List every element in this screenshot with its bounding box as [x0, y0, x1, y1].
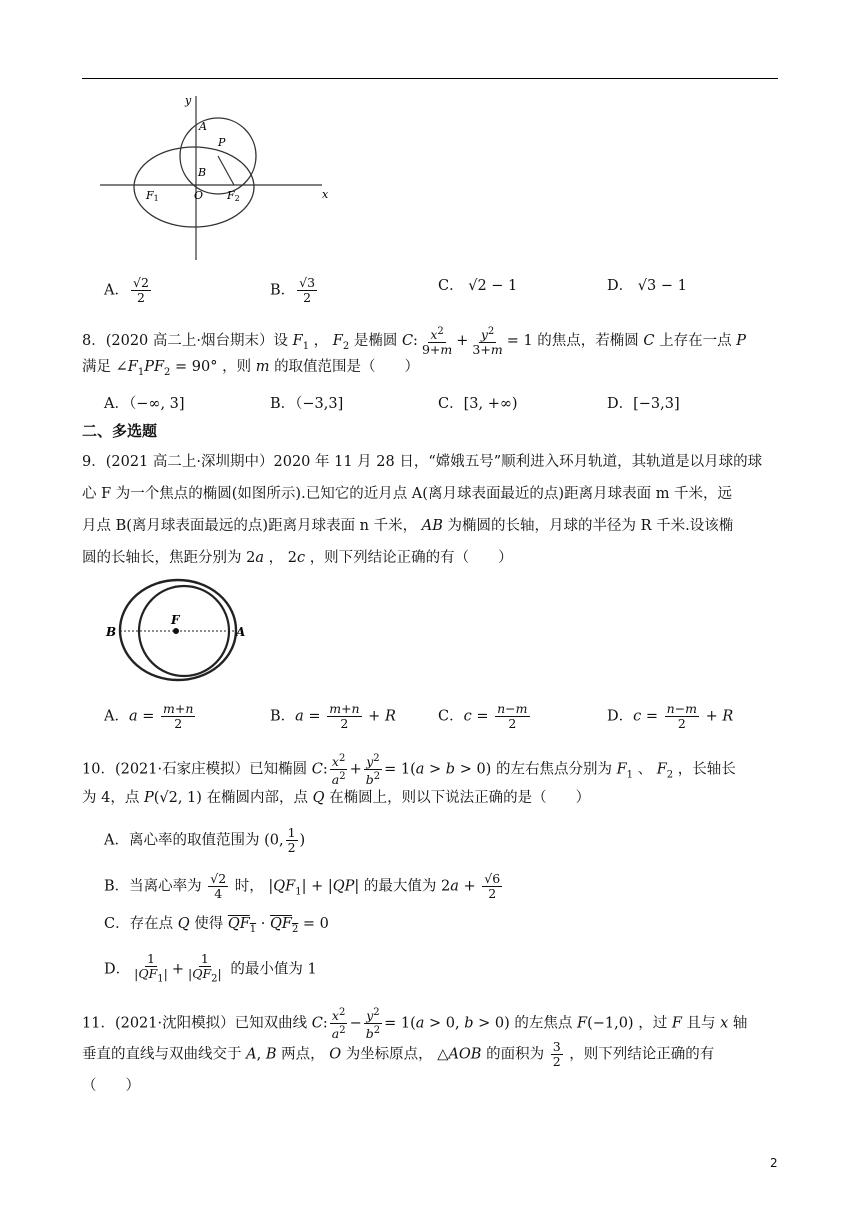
q7-option-c: C． √2 − 1: [438, 278, 518, 294]
q10-option-b: B．当离心率为 $\frac{√2}{4}$ 时， $|QF_1| + |QP|$ 的最大值为 2a + $\frac{√6}{2}$: [104, 871, 501, 901]
q10-line2: 为 4，点 P(√2, 1) 在椭圆内部，点 Q 在椭圆上，则以下说法正确的是（ ）: [82, 790, 591, 806]
q9-line3: 月点 B(离月球表面最远的点)距离月球表面 n 千米， AB 为椭圆的长轴，月球的半径为 R 千米.设该椭: [82, 518, 734, 534]
label-f2: F2: [227, 189, 240, 203]
segment-pf2: [218, 156, 234, 185]
moon-orbit-figure: [104, 578, 244, 682]
q7-option-b: B． $\frac{√3}{2}$: [270, 275, 316, 305]
q10-line1: 10．(2021·石家庄模拟）已知椭圆 C: $\frac{x^2}{a^2}$ + $\frac{y^2}{b^2}$ = 1(a > b > 0) 的左右焦点分别为 $F_1$ 、 $F_2$ ，长轴长: [82, 753, 736, 788]
q11-line2: 垂直的直线与双曲线交于 A, B 两点， O 为坐标原点， △AOB 的面积为 $\frac{3}{2}$ ，则下列结论正确的有: [82, 1039, 715, 1069]
label-o: O: [194, 189, 204, 202]
q9-line4: 圆的长轴长，焦距分别为 2a ， 2c ，则下列结论正确的有（ ）: [82, 550, 513, 566]
q8-option-d: D．[−3,3]: [607, 396, 680, 412]
label-b: B: [198, 166, 207, 179]
ellipse-curve: [134, 147, 254, 227]
q8-option-c: C．[3, +∞): [438, 396, 518, 412]
focus-point: [173, 628, 179, 634]
label-f1: F1: [146, 189, 159, 203]
q9-option-d: D．c = $\frac{n-m}{2}$ + R: [607, 701, 734, 731]
q10-option-c: C．存在点 Q 使得 $QF_1 \cdot QF_2 = 0$: [104, 916, 329, 935]
section-heading: 二、多选题: [82, 422, 158, 440]
label-p: P: [218, 136, 226, 149]
ellipse-circle-figure: [96, 90, 336, 262]
label-b: B: [106, 625, 117, 639]
q8-line1: 8．(2020 高二上·烟台期末）设 $F_1$ ， $F_2$ 是椭圆 C: $\frac{x^2}{9+m}$ + $\frac{y^2}{3+m}$ = 1 的焦点，若椭圆 C 上存在一点 P: [82, 326, 746, 358]
label-x: x: [322, 188, 329, 201]
q9-line2: 心 F 为一个焦点的椭圆(如图所示).已知它的近月点 A(离月球表面最近的点)距离月球表面 m 千米，远: [82, 486, 733, 502]
q7-option-a: A． $\frac{√2}{2}$: [104, 275, 149, 305]
q10-option-a: A．离心率的取值范围为 (0, $\frac{1}{2}$ ): [104, 825, 306, 855]
label-a: A: [199, 120, 207, 133]
q7-option-d: D． √3 − 1: [607, 278, 687, 294]
label-f: F: [171, 613, 180, 627]
label-a: A: [236, 625, 246, 639]
q9-option-c: C．c = $\frac{n-m}{2}$: [438, 701, 528, 731]
label-y: y: [185, 94, 192, 107]
q9-option-b: B．a = $\frac{m+n}{2}$ + R: [270, 701, 396, 731]
q9-line1: 9．(2021 高二上·深圳期中）2020 年 11 月 28 日，“嫦娥五号”顺利进入环月轨道，其轨道是以月球的球: [82, 454, 763, 470]
q10-option-d: D． $\frac{1}{|QF_1|}$ + $\frac{1}{|QF_2|}$ 的最小值为 1: [104, 951, 317, 985]
header-rule: [82, 78, 778, 79]
q8-option-a: A．（−∞, 3]: [104, 396, 185, 412]
q8-line2: 满足 $\angle F_1PF_2 = 90^\circ$ ，则 m 的取值范围是（ ）: [82, 359, 420, 378]
page-number: 2: [770, 1156, 778, 1170]
q11-line1: 11．(2021·沈阳模拟）已知双曲线 C: $\frac{x^2}{a^2}$ − $\frac{y^2}{b^2}$ = 1(a > 0, b > 0) 的左焦点 F(−1,0) ，过 F 且与 x 轴: [82, 1007, 748, 1042]
q9-option-a: A．a = $\frac{m+n}{2}$: [104, 701, 194, 731]
q11-line3: （ ）: [82, 1078, 140, 1094]
q8-option-b: B．（−3,3]: [270, 396, 344, 412]
